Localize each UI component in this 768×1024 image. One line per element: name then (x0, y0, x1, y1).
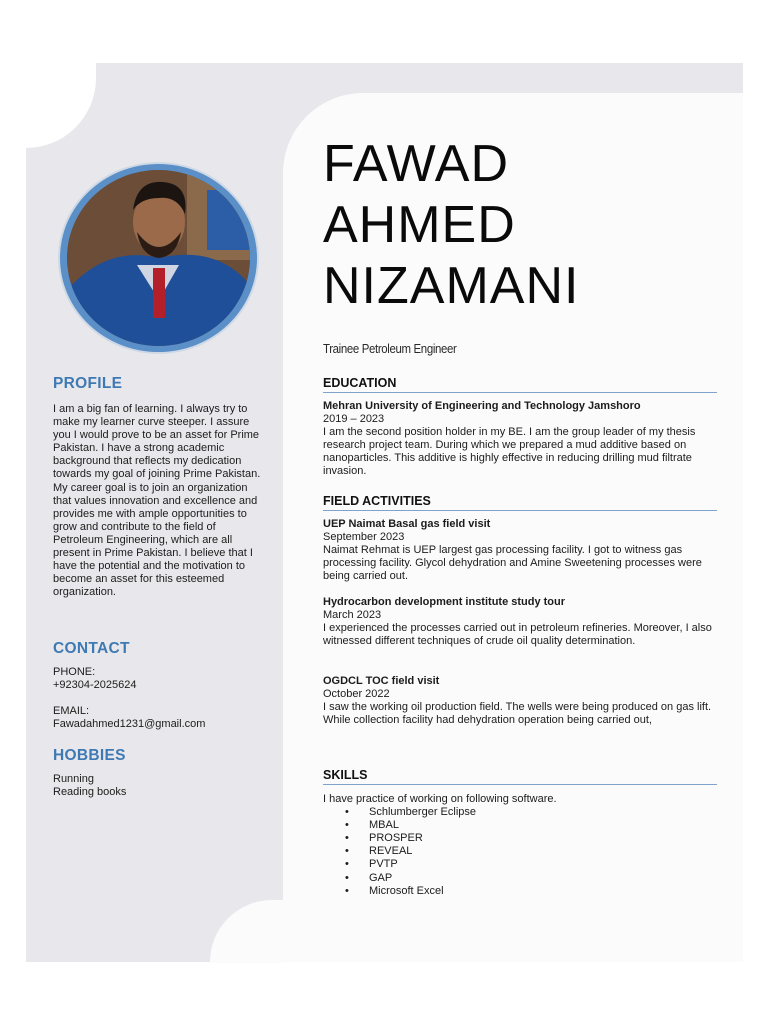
profile-text (53, 403, 268, 599)
education-description: I am the second position holder in my BE. I am the group leader of my thesis research project team. During which we prepared a mud additive based on nanoparticles. This additive is highly effective in reducing drilling mud filtrate invasion. (323, 426, 696, 478)
hobbies-heading: HOBBIES (53, 747, 126, 764)
education-years: 2019 – 2023 (323, 413, 385, 426)
activity-entry (323, 675, 717, 727)
education-institution: Mehran University of Engineering and Technology Jamshoro (323, 400, 641, 412)
profile-photo-illustration (67, 170, 250, 346)
contact-email (53, 705, 268, 731)
skill-item: • Schlumberger Eclipse (345, 806, 717, 819)
activity-description: I saw the working oil production field. The wells were being produced on gas lift. While collection facility had dehydration operation being carried out, (323, 701, 712, 727)
skill-item: • Microsoft Excel (345, 885, 717, 898)
education-entry (323, 400, 717, 479)
skill-item: • MBAL (345, 819, 717, 832)
email-label: EMAIL: (53, 705, 90, 717)
phone-value: +92304-2025624 (53, 679, 137, 692)
hobby-item: Reading books (53, 786, 127, 799)
activity-title: UEP Naimat Basal gas field visit (323, 518, 491, 530)
skill-item: • GAP (345, 872, 717, 885)
name-line-first: FAWAD (323, 135, 510, 193)
job-title: Trainee Petroleum Engineer (323, 341, 457, 356)
skill-item: • PVTP (345, 858, 717, 871)
candidate-name (323, 134, 743, 317)
education-heading: EDUCATION (323, 376, 717, 393)
activity-title: OGDCL TOC field visit (323, 675, 440, 687)
skills-list (323, 806, 717, 898)
skill-item: • REVEAL (345, 845, 717, 858)
activity-date: March 2023 (323, 609, 382, 622)
activity-entry (323, 596, 717, 648)
activity-date: October 2022 (323, 688, 390, 701)
phone-label: PHONE: (53, 666, 96, 678)
field-activities-heading: FIELD ACTIVITIES (323, 494, 717, 511)
skills-heading: SKILLS (323, 768, 717, 785)
name-line-middle: AHMED (323, 196, 516, 254)
contact-phone (53, 666, 268, 692)
activity-date: September 2023 (323, 531, 405, 544)
profile-photo (67, 170, 250, 346)
activity-description: Naimat Rehmat is UEP largest gas processing facility. I got to witness gas processing facility. Glycol dehydration and Amine Sweetening processes were being carried out. (323, 544, 702, 583)
skills-section (323, 793, 717, 898)
email-value: Fawadahmed1231@gmail.com (53, 718, 206, 731)
activity-title: Hydrocarbon development institute study tour (323, 596, 566, 608)
profile-paragraph: I am a big fan of learning. I always try to make my learner curve steeper. I assure you I would prove to be an asset for Prime Pakistan. I have a strong academic background that reflects my dedication towards my goal of joining Prime Pakistan. My career goal is to join an organization that values innovation and excellence and provides me with ample opportunities to grow and contribute to the field of Petroleum Engineering, which are all present in Prime Pakistan. I believe that I have the potential and the motivation to become an asset for this esteemed organization. (53, 403, 261, 599)
profile-heading: PROFILE (53, 375, 123, 392)
name-line-last: NIZAMANI (323, 257, 580, 315)
activity-entry (323, 518, 717, 583)
activity-description: I experienced the processes carried out in petroleum refineries. Moreover, I also witnessed different techniques of crude oil quality determination. (323, 622, 712, 648)
hobbies-list (53, 773, 268, 799)
hobby-item: Running (53, 773, 94, 785)
skills-intro: I have practice of working on following software. (323, 793, 557, 805)
contact-heading: CONTACT (53, 640, 130, 657)
skill-item: • PROSPER (345, 832, 717, 845)
